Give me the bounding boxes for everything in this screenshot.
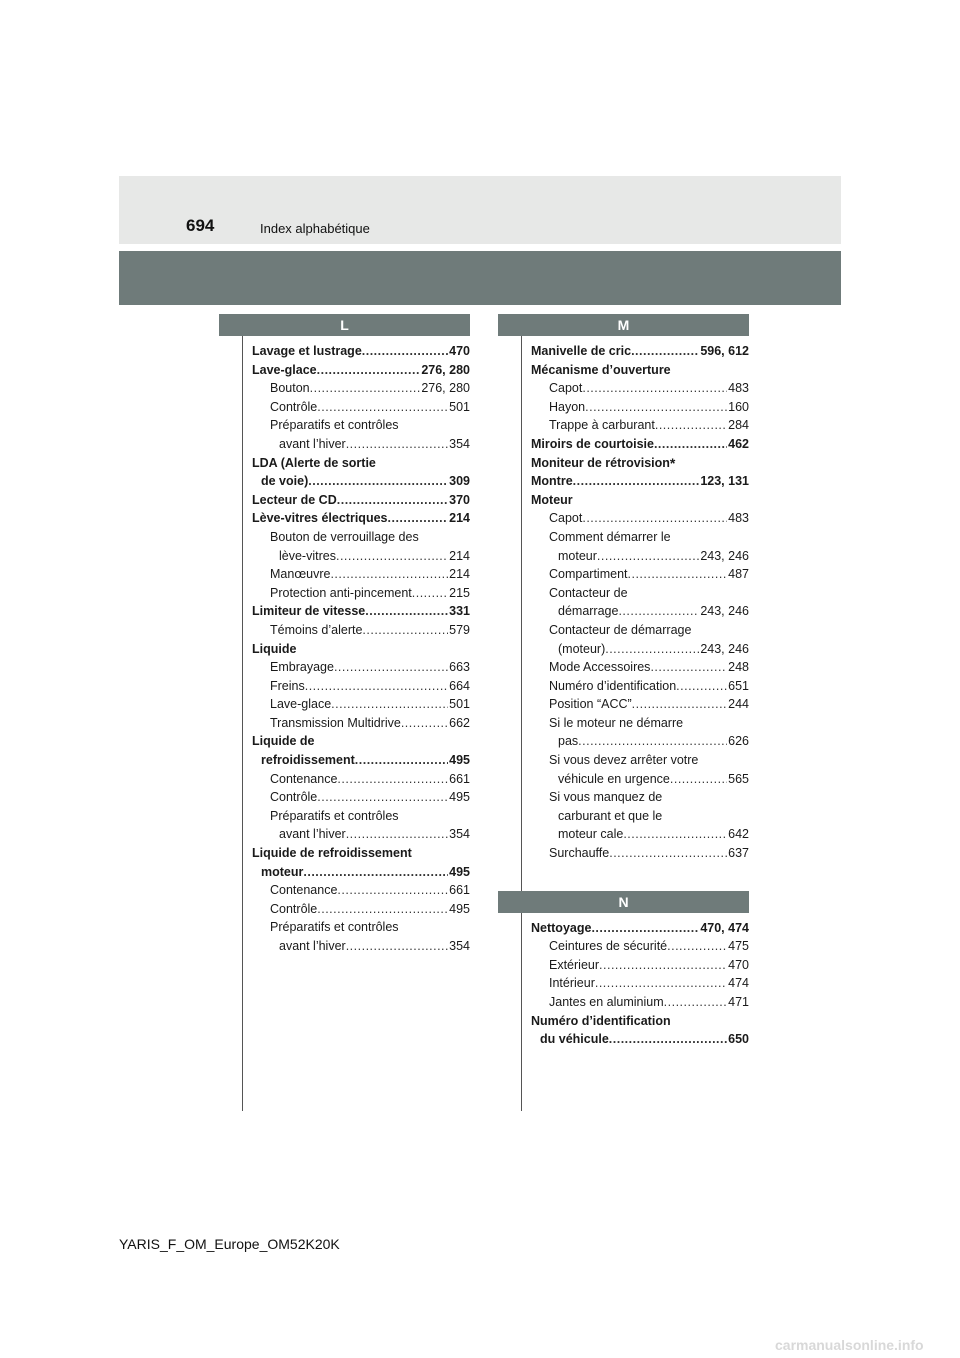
index-entry — [531, 844, 749, 863]
index-entry — [531, 695, 749, 714]
dot-leader — [595, 974, 727, 993]
index-entry — [531, 714, 749, 733]
index-entry — [252, 918, 470, 937]
entry-label: Contenance — [270, 771, 338, 786]
entry-label: Trappe à carburant — [549, 418, 655, 433]
index-entry — [531, 361, 749, 380]
dot-leader — [308, 472, 448, 491]
entry-page-ref: 470, 474 — [700, 920, 749, 935]
entry-page-ref: 471 — [728, 995, 749, 1009]
dot-leader — [631, 342, 699, 361]
index-entry — [531, 584, 749, 603]
entry-page-ref: 470 — [728, 957, 749, 972]
entry-label: Montre — [531, 474, 573, 489]
entry-page-ref: 495 — [449, 864, 470, 879]
dot-leader — [365, 602, 448, 621]
dot-leader — [362, 621, 448, 640]
entry-label: Témoins d’alerte — [270, 622, 363, 637]
entry-page-ref: 663 — [449, 660, 470, 675]
index-entry — [252, 602, 470, 621]
entry-label: Manœuvre — [270, 567, 331, 582]
index-entry — [252, 844, 470, 863]
entry-page-ref: 243, 246 — [700, 641, 749, 656]
entry-label: Lave-glace — [270, 697, 332, 712]
entry-label: Capot — [549, 381, 583, 396]
dot-leader — [582, 379, 727, 398]
dot-leader — [654, 435, 727, 454]
index-entry — [252, 509, 470, 528]
index-entry — [252, 547, 470, 566]
index-entry — [252, 491, 470, 510]
index-entry — [531, 565, 749, 584]
index-entry — [252, 361, 470, 380]
dot-leader — [317, 788, 448, 807]
entry-page-ref: 470 — [449, 344, 470, 358]
dot-leader — [667, 937, 727, 956]
entry-page-ref: 248 — [728, 660, 749, 675]
dot-leader — [585, 398, 727, 417]
index-entry-list — [242, 336, 470, 956]
entry-page-ref: 565 — [728, 771, 749, 786]
entry-label: carburant et que le — [558, 808, 663, 823]
index-entry — [531, 1012, 749, 1031]
page-number: 694 — [186, 216, 215, 235]
dot-leader — [334, 658, 448, 677]
index-entry — [252, 807, 470, 826]
index-entry — [531, 416, 749, 435]
entry-label: moteur — [261, 864, 304, 879]
entry-page-ref: 214 — [449, 548, 470, 563]
entry-label: Transmission Multidrive — [270, 715, 401, 730]
entry-label: Bouton — [270, 381, 310, 396]
entry-label: Position “ACC” — [549, 697, 632, 712]
dot-leader — [317, 361, 421, 380]
entry-page-ref: 123, 131 — [700, 474, 749, 489]
index-entry — [531, 974, 749, 993]
entry-label: Lève-vitres électriques — [252, 511, 388, 526]
index-entry — [252, 714, 470, 733]
index-entry — [531, 491, 749, 510]
dot-leader — [605, 640, 699, 659]
dot-leader — [655, 416, 727, 435]
entry-page-ref: 244 — [728, 697, 749, 712]
index-entry-list — [521, 336, 749, 863]
entry-page-ref: 354 — [449, 436, 470, 451]
entry-label: (moteur) — [558, 641, 606, 656]
index-entry — [531, 1030, 749, 1049]
entry-label: Liquide — [252, 641, 297, 656]
entry-label: Protection anti-pincement — [270, 585, 412, 600]
dot-leader — [331, 695, 448, 714]
index-entry — [531, 472, 749, 491]
entry-page-ref: 664 — [449, 678, 470, 693]
entry-page-ref: 650 — [728, 1032, 749, 1047]
entry-page-ref: 596, 612 — [700, 344, 749, 358]
index-entry — [252, 621, 470, 640]
entry-label: Préparatifs et contrôles — [270, 418, 399, 433]
dot-leader — [628, 565, 728, 584]
index-entry — [252, 881, 470, 900]
entry-label: Moniteur de rétrovision — [531, 455, 670, 470]
index-entry — [531, 547, 749, 566]
entry-label: Contacteur de — [549, 585, 628, 600]
index-entry — [252, 640, 470, 659]
dot-leader — [303, 863, 448, 882]
dot-leader — [337, 491, 448, 510]
index-entry-list — [521, 913, 749, 1049]
entry-page-ref: 626 — [728, 734, 749, 749]
entry-label: Miroirs de courtoisie — [531, 436, 654, 451]
entry-label: avant l’hiver — [279, 939, 346, 953]
index-entry — [252, 454, 470, 473]
dot-leader — [632, 695, 727, 714]
entry-label: moteur cale — [558, 827, 624, 842]
dot-leader — [578, 732, 727, 751]
index-entry — [531, 677, 749, 696]
entry-page-ref: 284 — [728, 418, 749, 433]
header-dark-band — [119, 251, 841, 305]
index-entry — [252, 770, 470, 789]
entry-label: Manivelle de cric — [531, 344, 632, 358]
dot-leader — [310, 379, 421, 398]
dot-leader — [412, 584, 448, 603]
entry-label: pas — [558, 734, 579, 749]
dot-leader — [591, 919, 699, 938]
entry-label: Contenance — [270, 883, 338, 898]
index-entry — [531, 732, 749, 751]
dot-leader — [609, 844, 727, 863]
entry-page-ref: 276, 280 — [421, 381, 470, 396]
entry-page-ref: 495 — [449, 901, 470, 916]
dot-leader — [330, 565, 448, 584]
entry-page-ref: 637 — [728, 846, 749, 861]
entry-page-ref: 661 — [449, 771, 470, 786]
index-entry — [252, 825, 470, 844]
entry-label: Si vous manquez de — [549, 790, 663, 805]
index-entry — [531, 919, 749, 938]
index-entry — [531, 993, 749, 1012]
entry-page-ref: 487 — [728, 567, 749, 582]
dot-leader — [362, 342, 448, 361]
entry-label: Contrôle — [270, 399, 318, 414]
section-gap — [521, 863, 749, 891]
entry-label: Mode Accessoires — [549, 660, 651, 675]
entry-label: Liquide de refroidissement — [252, 846, 412, 861]
index-entry — [531, 379, 749, 398]
entry-label: véhicule en urgence — [558, 771, 670, 786]
index-entry — [252, 788, 470, 807]
index-entry — [252, 565, 470, 584]
index-entry — [531, 435, 749, 454]
index-entry — [252, 658, 470, 677]
index-entry — [252, 863, 470, 882]
dot-leader — [336, 547, 448, 566]
dot-leader — [670, 770, 727, 789]
index-entry — [531, 640, 749, 659]
entry-page-ref: 309 — [449, 474, 470, 489]
dot-leader — [346, 937, 448, 956]
entry-page-ref: 243, 246 — [700, 604, 749, 619]
entry-label: Si vous devez arrêter votre — [549, 753, 699, 768]
watermark: carmanualsonline.info — [775, 1337, 924, 1353]
dot-leader — [573, 472, 700, 491]
entry-label: Contacteur de démarrage — [549, 622, 692, 637]
entry-label: Bouton de verrouillage des — [270, 529, 419, 544]
index-entry — [531, 956, 749, 975]
entry-label: Mécanisme d’ouverture — [531, 362, 671, 377]
entry-label: de voie) — [261, 474, 309, 489]
dot-leader — [346, 435, 448, 454]
entry-page-ref: 354 — [449, 827, 470, 842]
entry-label: démarrage — [558, 604, 619, 619]
index-entry — [531, 937, 749, 956]
dot-leader — [623, 825, 727, 844]
dot-leader — [664, 993, 727, 1012]
index-entry — [531, 398, 749, 417]
entry-page-ref: 501 — [449, 399, 470, 414]
dot-leader — [337, 881, 448, 900]
entry-page-ref: 661 — [449, 883, 470, 898]
entry-label: avant l’hiver — [279, 827, 346, 842]
dot-leader — [599, 956, 727, 975]
entry-label: du véhicule — [540, 1032, 609, 1047]
index-entry — [252, 342, 470, 361]
index-entry — [252, 472, 470, 491]
entry-page-ref: 215 — [449, 585, 470, 600]
entry-label: Surchauffe — [549, 846, 610, 861]
entry-label: Liquide de — [252, 734, 315, 749]
index-entry — [252, 398, 470, 417]
entry-page-ref: 501 — [449, 697, 470, 712]
index-entry — [252, 937, 470, 956]
entry-page-ref: 214 — [449, 567, 470, 582]
dot-leader — [317, 398, 448, 417]
entry-page-ref: 483 — [728, 511, 749, 526]
entry-label: Freins — [270, 678, 305, 693]
footer-document-code: YARIS_F_OM_Europe_OM52K20K — [119, 1236, 340, 1252]
entry-page-ref: 662 — [449, 715, 470, 730]
entry-page-ref: 214 — [449, 511, 470, 526]
entry-label: avant l’hiver — [279, 436, 346, 451]
entry-label: refroidissement — [261, 753, 355, 768]
entry-label: Extérieur — [549, 957, 600, 972]
entry-label: Préparatifs et contrôles — [270, 808, 399, 823]
index-entry — [531, 602, 749, 621]
index-entry — [252, 695, 470, 714]
entry-page-ref: 354 — [449, 939, 470, 953]
index-entry — [531, 528, 749, 547]
entry-label: Capot — [549, 511, 583, 526]
entry-label: Lave-glace — [252, 362, 317, 377]
index-entry — [531, 788, 749, 807]
dot-leader — [388, 509, 449, 528]
index-entry — [252, 677, 470, 696]
entry-label: Compartiment — [549, 567, 628, 582]
dot-leader — [337, 770, 448, 789]
index-entry — [252, 379, 470, 398]
header-band — [119, 176, 841, 244]
dot-leader — [305, 677, 448, 696]
entry-label: Embrayage — [270, 660, 334, 675]
entry-page-ref: 462 — [728, 436, 749, 451]
dot-leader — [650, 658, 727, 677]
entry-label: LDA (Alerte de sortie — [252, 455, 376, 470]
entry-label: moteur — [558, 548, 597, 563]
index-entry — [252, 435, 470, 454]
entry-label: Préparatifs et contrôles — [270, 920, 399, 935]
index-entry — [252, 751, 470, 770]
entry-label: Si le moteur ne démarre — [549, 715, 684, 730]
index-entry — [252, 528, 470, 547]
entry-label: Ceintures de sécurité — [549, 939, 668, 954]
right-index-column — [521, 314, 749, 1049]
index-entry — [531, 342, 749, 361]
dot-leader — [355, 751, 448, 770]
dot-leader — [346, 825, 448, 844]
entry-page-ref: 495 — [449, 790, 470, 805]
dot-leader — [676, 677, 727, 696]
section-letter-header: N — [498, 891, 749, 913]
entry-page-ref: 483 — [728, 381, 749, 396]
index-entry — [252, 416, 470, 435]
entry-label: Hayon — [549, 399, 586, 414]
entry-label: Limiteur de vitesse — [252, 604, 366, 619]
entry-label: Contrôle — [270, 901, 318, 916]
entry-page-ref: 243, 246 — [700, 548, 749, 563]
entry-label: Numéro d’identification — [531, 1013, 671, 1028]
dot-leader — [582, 509, 727, 528]
index-entry — [252, 900, 470, 919]
left-index-column — [242, 314, 470, 956]
index-entry — [531, 807, 749, 826]
entry-page-ref: 651 — [728, 678, 749, 693]
entry-label: Jantes en aluminium — [549, 995, 664, 1009]
entry-page-ref: 495 — [449, 753, 470, 768]
entry-page-ref: 475 — [728, 939, 749, 954]
dot-leader — [618, 602, 699, 621]
entry-label: Intérieur — [549, 976, 595, 991]
dot-leader — [317, 900, 448, 919]
entry-label: Comment démarrer le — [549, 529, 671, 544]
entry-label: lève-vitres — [279, 548, 336, 563]
entry-page-ref: 331 — [449, 604, 470, 619]
entry-label: Nettoyage — [531, 920, 592, 935]
footnote-asterisk: * — [669, 454, 676, 471]
entry-page-ref: 276, 280 — [421, 362, 470, 377]
index-entry — [531, 751, 749, 770]
index-entry — [531, 825, 749, 844]
index-entry — [531, 509, 749, 528]
entry-label: Lavage et lustrage — [252, 344, 362, 358]
entry-page-ref: 160 — [728, 399, 749, 414]
page-title: Index alphabétique — [260, 221, 370, 236]
entry-label: Lecteur de CD — [252, 492, 337, 507]
section-letter-header: L — [219, 314, 470, 336]
dot-leader — [597, 547, 699, 566]
index-entry — [531, 454, 749, 473]
entry-page-ref: 474 — [728, 976, 749, 991]
entry-label: Contrôle — [270, 790, 318, 805]
section-letter-header: M — [498, 314, 749, 336]
index-entry — [252, 732, 470, 751]
entry-page-ref: 642 — [728, 827, 749, 842]
entry-page-ref: 579 — [449, 622, 470, 637]
entry-label: Moteur — [531, 492, 573, 507]
index-entry — [531, 658, 749, 677]
index-entry — [531, 770, 749, 789]
index-entry — [252, 584, 470, 603]
entry-label: Numéro d’identification — [549, 678, 677, 693]
index-entry — [531, 621, 749, 640]
dot-leader — [401, 714, 448, 733]
entry-page-ref: 370 — [449, 492, 470, 507]
dot-leader — [609, 1030, 727, 1049]
